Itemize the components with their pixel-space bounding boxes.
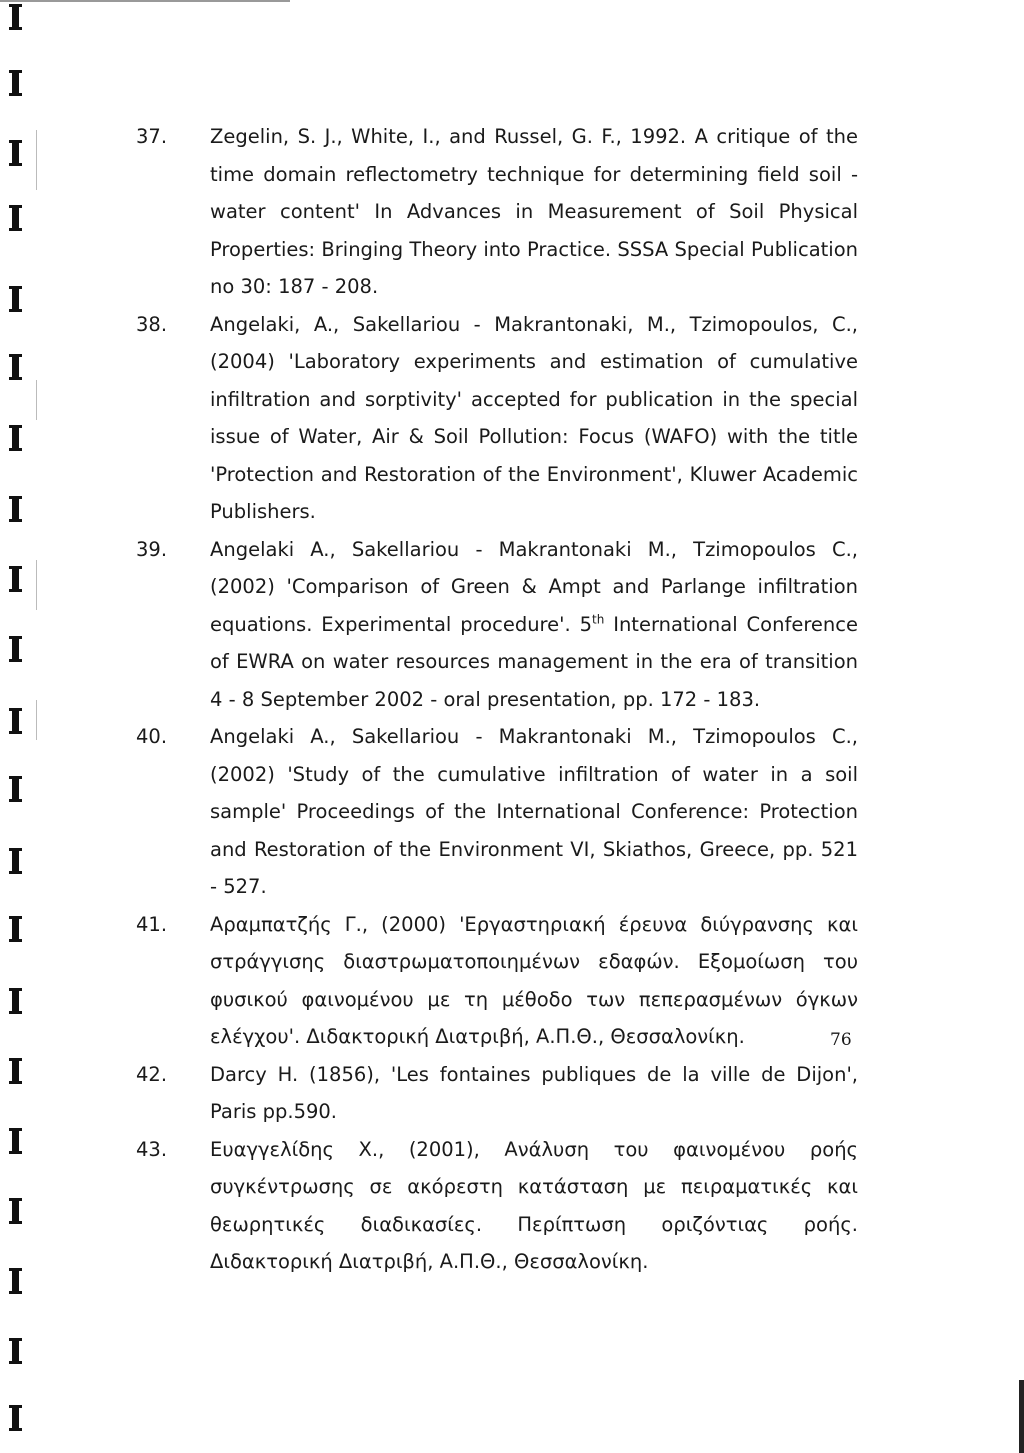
binding-mark xyxy=(12,205,19,231)
binding-mark xyxy=(12,425,19,451)
reference-number: 39. xyxy=(136,537,168,561)
reference-text: Darcy H. (1856), 'Les fontaines publiques de la ville de Dijon', Paris pp.590. xyxy=(210,1062,858,1123)
reference-text-part: Angelaki A., Sakellariou - Makrantonaki M., Tzimopoulos C., (2002) 'Comparison of Green & Ampt and Parlange infiltration equations. Experimental procedure'. 5 xyxy=(210,537,858,636)
binding-mark xyxy=(12,1268,19,1294)
binding-rule xyxy=(36,560,37,610)
reference-text: Angelaki, A., Sakellariou - Makrantonaki, M., Tzimopoulos, C., (2004) 'Laboratory experiments and estimation of cumulative infiltration and sorptivity' accepted for publication in the special issue of Water, Air & Soil Pollution: Focus (WAFO) with the title 'Protection and Restoration of the Environment', Kluwer Academic Publishers. xyxy=(210,312,858,523)
scan-top-edge xyxy=(0,0,290,2)
reference-number: 42. xyxy=(136,1062,168,1086)
binding-mark xyxy=(12,4,19,30)
binding-mark xyxy=(12,1405,19,1431)
reference-number: 37. xyxy=(136,125,168,148)
binding-mark xyxy=(12,708,19,734)
page-number: 76 xyxy=(830,1030,852,1050)
binding-mark xyxy=(12,1338,19,1364)
binding-mark xyxy=(12,354,19,380)
binding-mark xyxy=(12,916,19,942)
reference-text-part: International Conference of EWRA on water resources management in the era of transition 4 - 8 September 2002 - oral presentation, pp. 172 - 183. xyxy=(210,612,858,711)
reference-item xyxy=(136,1056,858,1131)
binding-mark xyxy=(12,988,19,1014)
reference-number: 38. xyxy=(136,312,168,336)
reference-number: 40. xyxy=(136,725,168,748)
binding-marks xyxy=(0,0,40,1453)
binding-mark xyxy=(12,1198,19,1224)
reference-item xyxy=(136,906,858,1056)
binding-mark xyxy=(12,1058,19,1084)
binding-mark xyxy=(12,848,19,874)
reference-item xyxy=(136,1131,858,1281)
reference-text: Ευαγγελίδης Χ., (2001), Ανάλυση του φαινομένου ροής συγκέντρωσης σε ακόρεστη κατάσταση με πειραματικές και θεωρητικές διαδικασίες. Περίπτωση οριζόντιας ροής. Διδακτορική Διατριβή, Α.Π.Θ., Θεσσαλονίκη. xyxy=(210,1137,858,1273)
binding-mark xyxy=(12,286,19,312)
reference-text: Angelaki A., Sakellariou - Makrantonaki M., Tzimopoulos C., (2002) 'Study of the cumulative infiltration of water in a soil sample' Proceedings of the International Conference: Protection and Restoration of the Environment VI, Skiathos, Greece, pp. 521 - 527. xyxy=(210,725,858,898)
scan-right-edge xyxy=(1019,1380,1024,1453)
reference-text: Zegelin, S. J., White, I., and Russel, G. F., 1992. A critique of the time domain reflectometry technique for determining field soil - water content' In Advances in Measurement of Soil Physical Properties: Bringing Theory into Practice. SSSA Special Publication no 30: 187 - 208. xyxy=(210,125,858,298)
reference-item xyxy=(136,718,858,906)
reference-list xyxy=(136,118,858,1281)
reference-item xyxy=(136,118,858,306)
binding-mark xyxy=(12,566,19,592)
binding-mark xyxy=(12,636,19,662)
binding-rule xyxy=(36,380,37,420)
reference-number: 43. xyxy=(136,1137,168,1161)
reference-number: 41. xyxy=(136,912,168,936)
reference-item xyxy=(136,306,858,531)
binding-rule xyxy=(36,130,37,190)
binding-mark xyxy=(12,70,19,96)
binding-mark xyxy=(12,140,19,166)
binding-mark xyxy=(12,496,19,522)
reference-text xyxy=(210,531,858,719)
binding-mark xyxy=(12,1128,19,1154)
reference-item xyxy=(136,531,858,719)
superscript: th xyxy=(592,612,605,626)
reference-text: Αραμπατζής Γ., (2000) 'Εργαστηριακή έρευνα διύγρανσης και στράγγισης διαστρωματοποιημένων εδαφών. Εξομοίωση του φυσικού φαινομένου με τη μέθοδο των πεπερασμένων όγκων ελέγχου'. Διδακτορική Διατριβή, Α.Π.Θ., Θεσσαλονίκη. xyxy=(210,912,858,1048)
binding-mark xyxy=(12,776,19,802)
binding-rule xyxy=(36,700,37,740)
